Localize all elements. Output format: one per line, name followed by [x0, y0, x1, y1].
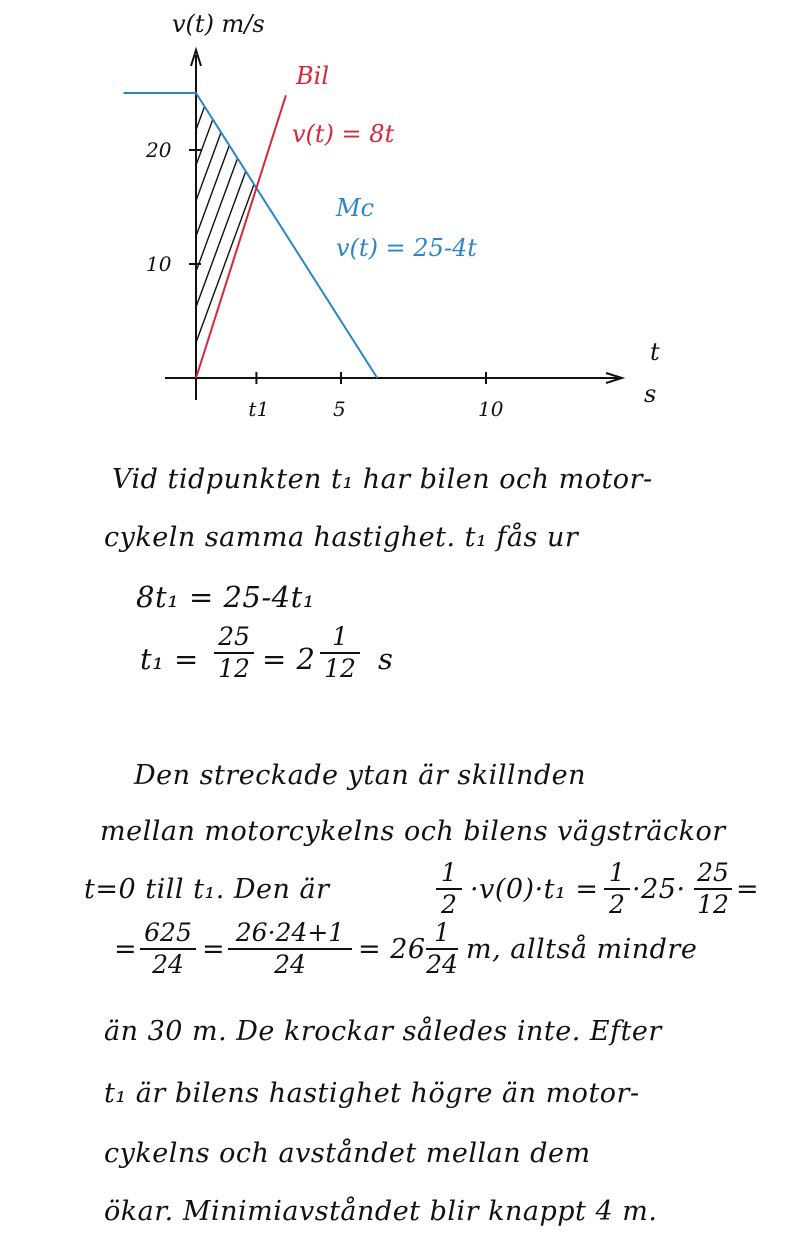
hatch-line — [482, 78, 592, 378]
para2-line2: mellan motorcykelns och bilens vägsträckor — [100, 816, 726, 847]
fraction-625-24: $\frac{625}{24}$ — [140, 918, 196, 980]
x-tick-label: 10 — [478, 397, 504, 421]
para3-line2: t₁ är bilens hastighet högre än motor- — [104, 1078, 640, 1109]
hatch-line — [430, 78, 540, 378]
fraction-25-12: $\frac{25}{12}$ — [214, 622, 254, 684]
para3-line3: cykelns och avståndet mellan dem — [104, 1138, 591, 1169]
para2-line4-b: = — [202, 934, 226, 965]
legend-mc-formula: v(t) = 25-4t — [336, 234, 477, 262]
fraction-1-24: $\frac{1}{24}$ — [426, 918, 458, 979]
para3-line4: ökar. Minimiavståndet blir knappt 4 m. — [104, 1196, 658, 1227]
para2-line4-c: = 26 — [358, 934, 426, 965]
x-tick-label: 5 — [333, 397, 346, 421]
equation-2-mid: = 2 — [262, 642, 316, 676]
para1-line2: cykeln samma hastighet. t₁ fås ur — [104, 522, 579, 553]
equation-1: 8t₁ = 25-4t₁ — [136, 580, 315, 614]
para2-line3-a: t=0 till t₁. Den är — [84, 874, 330, 905]
para2-line4-d: m, alltså mindre — [466, 934, 698, 965]
fraction-1-12: $\frac{1}{12}$ — [320, 622, 360, 684]
hatch-line — [508, 78, 618, 378]
y-axis-label: v(t) m/s — [172, 10, 265, 38]
hatch-line — [560, 78, 670, 378]
para3-line1: än 30 m. De krockar således inte. Efter — [104, 1016, 662, 1047]
hatch-line — [456, 78, 566, 378]
velocity-chart — [0, 0, 800, 440]
legend-bil-name: Bil — [296, 62, 329, 90]
equation-2-lhs: t₁ = — [140, 642, 199, 676]
fraction-1-2-b: $\frac{1}{2}$ — [604, 858, 630, 920]
hatch-line — [573, 78, 683, 378]
hatch-line — [391, 78, 501, 378]
hatch-line — [469, 78, 579, 378]
legend-bil-formula: v(t) = 8t — [292, 120, 395, 148]
para2-line3-d: = — [736, 874, 760, 905]
hatch-line — [443, 78, 553, 378]
hatch-line — [404, 78, 514, 378]
y-tick-label: 10 — [146, 252, 172, 276]
hatch-line — [378, 78, 488, 378]
x-tick-label: t1 — [248, 397, 270, 421]
legend-mc-name: Mc — [336, 194, 375, 222]
para2-line4-a: = — [114, 934, 138, 965]
hatch-line — [547, 78, 657, 378]
equation-2-unit: s — [378, 642, 394, 676]
hatch-line — [521, 78, 631, 378]
para2-line1: Den streckade ytan är skillnden — [134, 760, 587, 791]
fraction-25-12-b: $\frac{25}{12}$ — [694, 858, 732, 920]
x-axis-unit: s — [644, 380, 657, 408]
x-axis-label: t — [650, 338, 660, 366]
fraction-1-2-a: $\frac{1}{2}$ — [436, 858, 462, 920]
y-tick-label: 20 — [146, 138, 172, 162]
hatch-line — [79, 78, 189, 378]
hatch-line — [495, 78, 605, 378]
hatch-line — [417, 78, 527, 378]
hatch-line — [534, 78, 644, 378]
hatch-line — [170, 78, 280, 378]
para2-line3-b: ·v(0)·t₁ = — [470, 874, 599, 905]
para1-line1: Vid tidpunkten t₁ har bilen och motor- — [112, 464, 653, 495]
hatch-line — [66, 78, 176, 378]
hatch-line — [92, 78, 202, 378]
fraction-26-24-plus-1: $\frac{26\cdot 24+1}{24}$ — [228, 918, 352, 980]
para2-line3-c: ·25· — [632, 874, 686, 905]
